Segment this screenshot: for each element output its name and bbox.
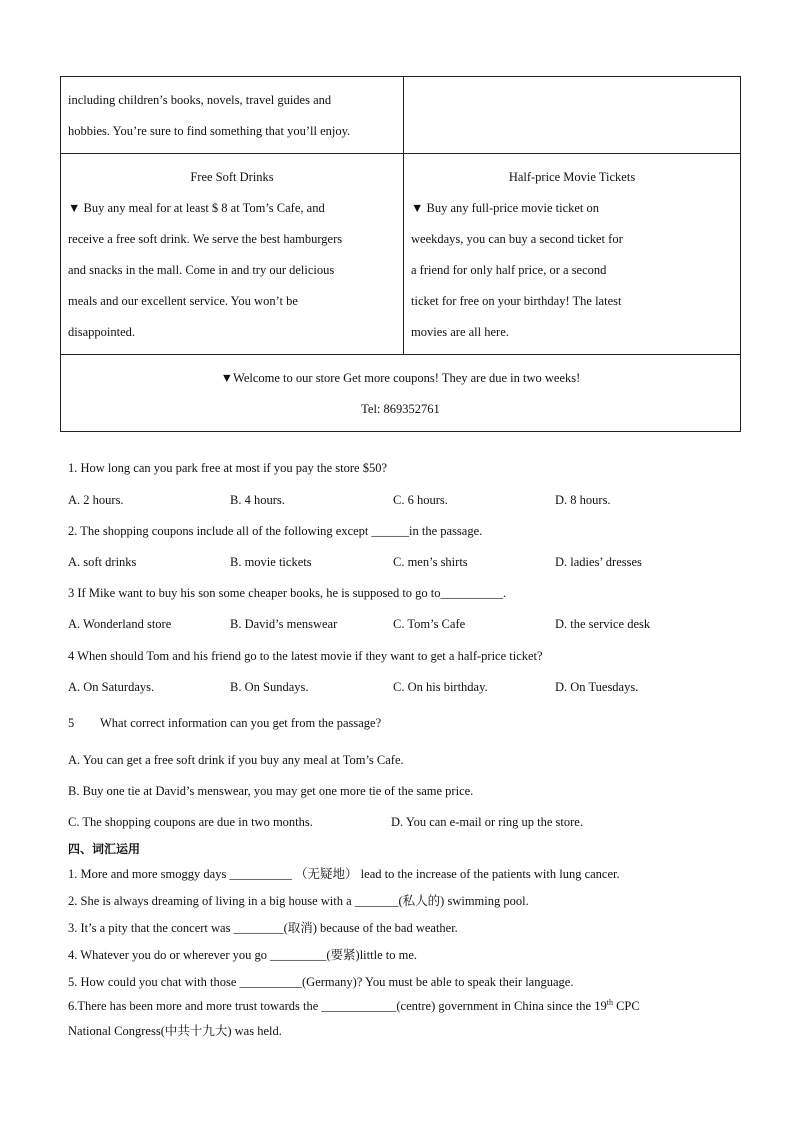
question-5-option-c: C. The shopping coupons are due in two months. (68, 815, 313, 829)
empty-coupon-cell (404, 77, 741, 154)
free-drinks-title: Free Soft Drinks (190, 170, 274, 184)
question-1-stem: 1. How long can you park free at most if you pay the store $50? (68, 461, 388, 475)
vocab-item-3: 3. It’s a pity that the concert was ________(取消) because of the bad weather. (68, 921, 458, 935)
question-4-option-b: B. On Sundays. (230, 680, 309, 694)
question-3-option-a: A. Wonderland store (68, 617, 172, 631)
question-5-option-b: B. Buy one tie at David’s menswear, you may get one more tie of the same price. (68, 784, 474, 798)
question-3-option-d: D. the service desk (555, 617, 651, 631)
free-drinks-line: ▼ Buy any meal for at least $ 8 at Tom’s Cafe, and (68, 201, 325, 215)
question-4-stem: 4 When should Tom and his friend go to the latest movie if they want to get a half-price ticket? (68, 649, 543, 663)
free-drinks-line: and snacks in the mall. Come in and try our delicious (68, 263, 335, 277)
question-2-option-d: D. ladies’ dresses (555, 555, 642, 569)
vocab-item-6-tail: CPC (612, 999, 640, 1013)
coupon-row-3 (61, 355, 741, 432)
free-drinks-cell (61, 154, 404, 355)
free-drinks-line: receive a free soft drink. We serve the best hamburgers (68, 232, 343, 246)
question-3-option-b: B. David’s menswear (230, 617, 338, 631)
welcome-text: ▼Welcome to our store Get more coupons! They are due in two weeks! (220, 371, 581, 385)
vocab-item-1: 1. More and more smoggy days __________ （无疑地） lead to the increase of the patients with lung cancer. (68, 867, 620, 881)
question-2-option-c: C. men’s shirts (393, 555, 468, 569)
coupon-row-1 (61, 77, 741, 154)
question-2-option-a: A. soft drinks (68, 555, 137, 569)
vocab-item-6 (68, 998, 640, 1014)
movie-tickets-line: a friend for only half price, or a second (411, 263, 607, 277)
welcome-cell (61, 355, 741, 432)
movie-tickets-line: movies are all here. (411, 325, 509, 339)
movie-tickets-line: ▼ Buy any full-price movie ticket on (411, 201, 600, 215)
question-1-option-a: A. 2 hours. (68, 493, 124, 507)
books-coupon-line: including children’s books, novels, travel guides and (68, 93, 332, 107)
books-coupon-line: hobbies. You’re sure to find something that you’ll enjoy. (68, 124, 351, 138)
vocab-section-title: 四、词汇运用 (68, 842, 141, 856)
question-1-option-b: B. 4 hours. (230, 493, 285, 507)
books-coupon-cell (61, 77, 404, 154)
vocab-item-6-line-2: National Congress(中共十九大) was held. (68, 1024, 282, 1038)
coupon-row-2 (61, 154, 741, 355)
vocab-item-2: 2. She is always dreaming of living in a big house with a _______(私人的) swimming pool. (68, 894, 529, 908)
question-4-option-a: A. On Saturdays. (68, 680, 155, 694)
question-3-option-c: C. Tom’s Cafe (393, 617, 466, 631)
question-2-option-b: B. movie tickets (230, 555, 312, 569)
question-4-option-d: D. On Tuesdays. (555, 680, 639, 694)
question-5-option-a: A. You can get a free soft drink if you buy any meal at Tom’s Cafe. (68, 753, 404, 767)
question-3-stem: 3 If Mike want to buy his son some cheaper books, he is supposed to go to__________. (68, 586, 507, 600)
question-2-stem: 2. The shopping coupons include all of the following except ______in the passage. (68, 524, 483, 538)
movie-tickets-title: Half-price Movie Tickets (508, 170, 636, 184)
coupon-table (60, 76, 741, 432)
movie-tickets-line: ticket for free on your birthday! The latest (411, 294, 622, 308)
vocab-item-4: 4. Whatever you do or wherever you go _________(要紧)little to me. (68, 948, 417, 962)
question-1-option-c: C. 6 hours. (393, 493, 448, 507)
store-phone: Tel: 869352761 (361, 402, 440, 416)
question-1-option-d: D. 8 hours. (555, 493, 611, 507)
question-4-option-c: C. On his birthday. (393, 680, 488, 694)
vocab-item-6-superscript: th (606, 997, 613, 1007)
vocab-item-6-text: 6.There has been more and more trust towards the ____________(centre) government in China since the 19 (68, 999, 607, 1013)
free-drinks-line: disappointed. (68, 325, 136, 339)
movie-tickets-line: weekdays, you can buy a second ticket for (411, 232, 623, 246)
question-5-number: 5 (68, 716, 75, 730)
free-drinks-line: meals and our excellent service. You won’t be (68, 294, 298, 308)
question-5-option-d: D. You can e-mail or ring up the store. (391, 815, 583, 829)
question-5-stem: What correct information can you get from the passage? (100, 716, 382, 730)
movie-tickets-cell (404, 154, 741, 355)
vocab-item-5: 5. How could you chat with those __________(Germany)? You must be able to speak their language. (68, 975, 574, 989)
